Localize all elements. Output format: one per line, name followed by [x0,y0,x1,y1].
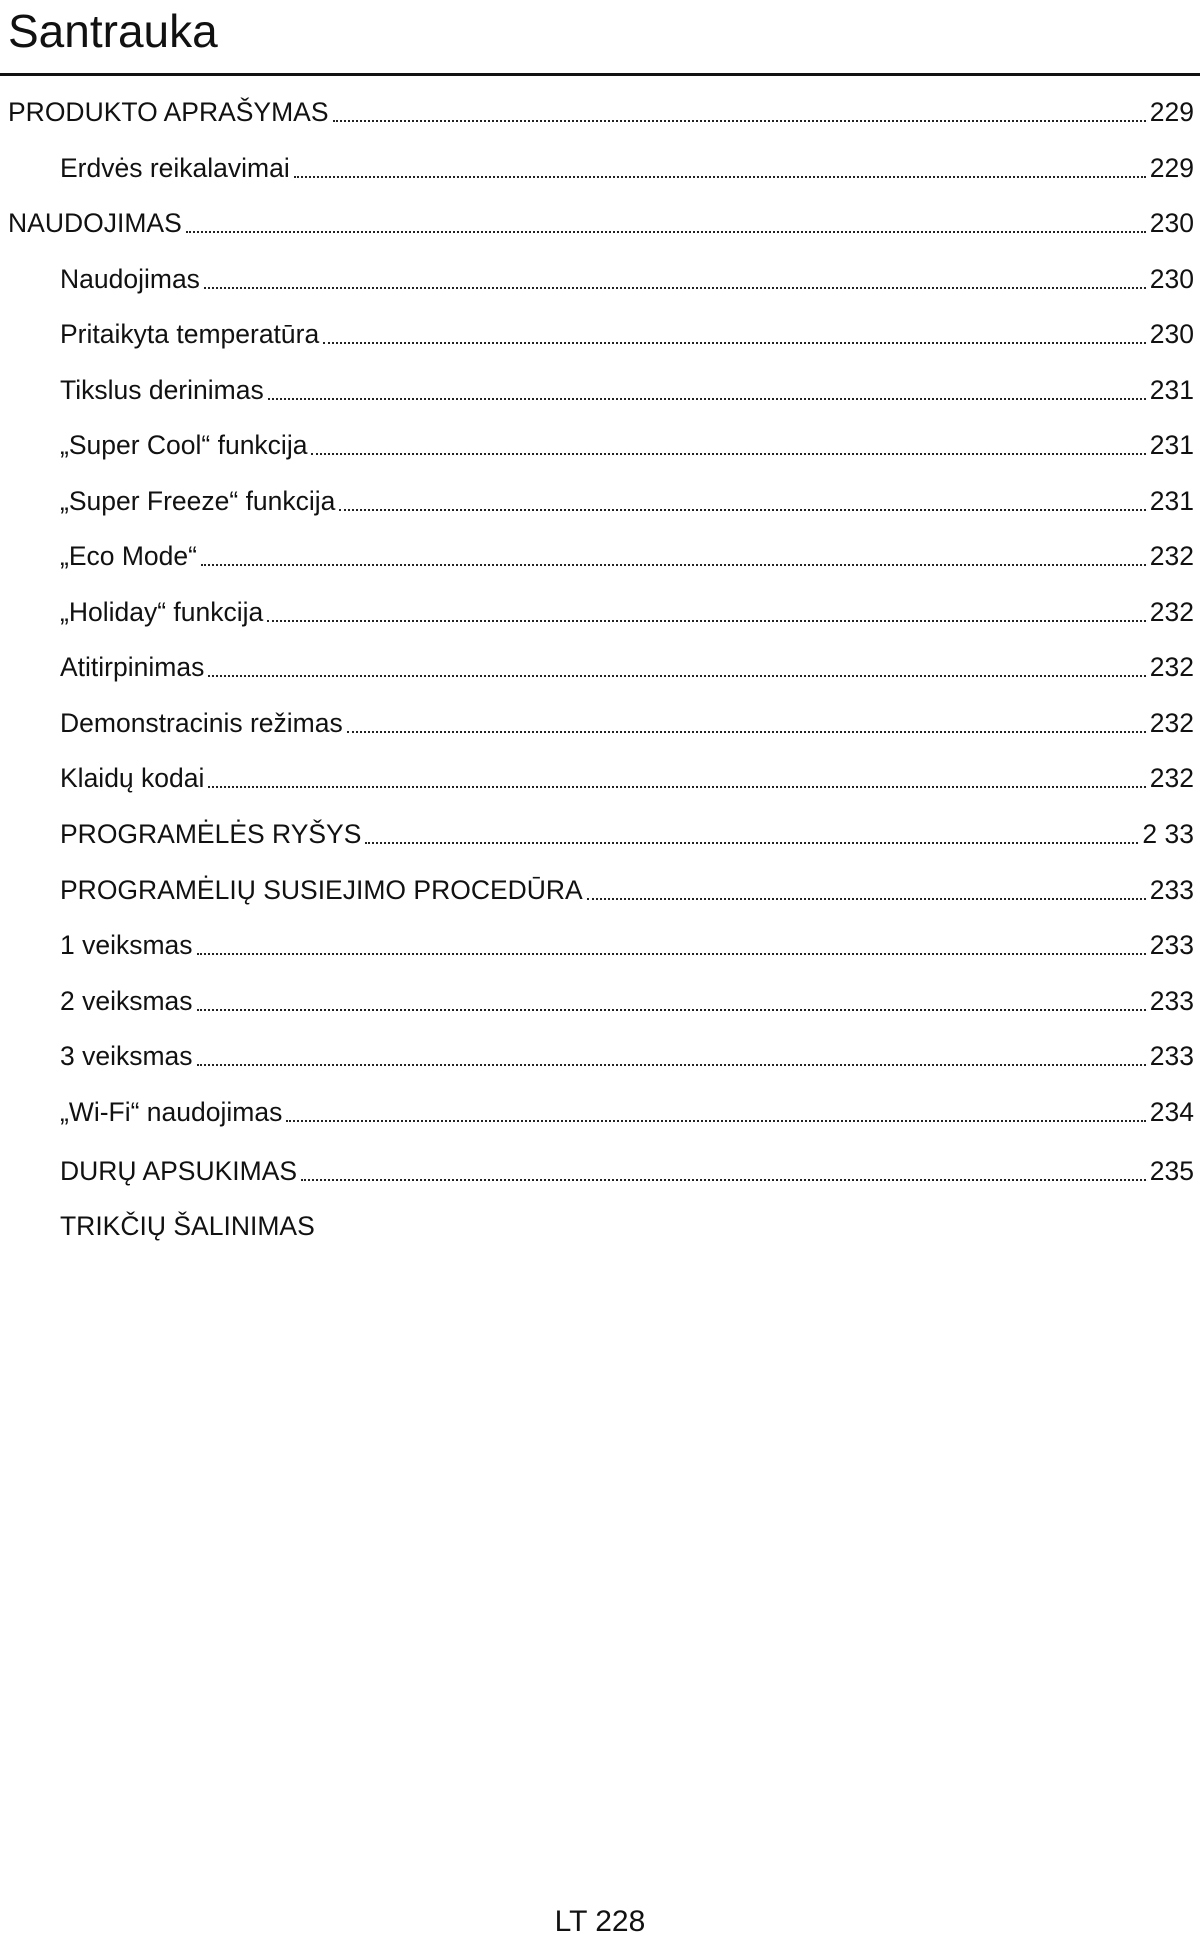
toc-page-number: 235 [1149,1156,1194,1186]
toc-entry-label: PROGRAMĖLIŲ SUSIEJIMO PROCEDŪRA [60,875,583,905]
toc-entry[interactable] [60,816,1194,852]
toc-dot-leader [587,898,1146,900]
toc-page-number: 234 [1149,1097,1194,1127]
toc-entry-label: PRODUKTO APRAŠYMAS [8,97,329,127]
toc-entry-label: Demonstracinis režimas [60,708,343,738]
toc-entry-label: „Wi-Fi“ naudojimas [60,1097,283,1127]
toc-entry[interactable] [8,94,1194,130]
toc-page-number: 233 [1149,875,1194,905]
toc-entry-label: Tikslus derinimas [60,375,264,405]
toc-entry[interactable] [60,927,1194,963]
toc-dot-leader [286,1120,1145,1122]
toc-page-number: 231 [1149,430,1194,460]
toc-entry-label: „Super Freeze“ funkcija [60,486,336,516]
toc-entry-label: Erdvės reikalavimai [60,153,290,183]
toc-entry[interactable] [60,1038,1194,1074]
toc-page-number: 2 33 [1142,819,1194,849]
toc-entry-label: DURŲ APSUKIMAS [60,1156,298,1186]
toc-page-number: 230 [1149,319,1194,349]
toc-dot-leader [365,842,1138,844]
toc-entry[interactable] [60,1094,1194,1130]
toc-entry-label: 1 veiksmas [60,930,193,960]
toc-entry-label: „Super Cool“ funkcija [60,430,308,460]
toc-entry-label: Naudojimas [60,264,200,294]
toc-entry-label: 3 veiksmas [60,1041,193,1071]
toc-dot-leader [201,564,1146,566]
toc-entry[interactable] [60,316,1194,352]
title-divider [0,73,1200,76]
toc-entry-label: „Eco Mode“ [60,541,197,571]
page-footer: LT 228 [554,1905,646,1938]
toc-entry[interactable] [60,1153,1194,1189]
toc-entry-label: NAUDOJIMAS [8,208,182,238]
toc-page-number: 229 [1149,97,1194,127]
toc-entry[interactable] [60,538,1194,574]
toc-entry-label: Atitirpinimas [60,652,205,682]
toc-page-number: 233 [1149,1041,1194,1071]
toc-entry-label: PROGRAMĖLĖS RYŠYS [60,819,362,849]
toc-entry[interactable] [60,150,1194,186]
toc-page-number: 230 [1149,264,1194,294]
toc-entry[interactable] [60,261,1194,297]
toc-entry[interactable] [60,372,1194,408]
toc-page-number: 232 [1149,541,1194,571]
toc-entry[interactable] [60,705,1194,741]
toc-entry[interactable] [8,205,1194,241]
toc-entry[interactable] [60,983,1194,1019]
toc-dot-leader [347,731,1146,733]
toc-entry[interactable] [60,594,1194,630]
toc-entry-label: Pritaikyta temperatūra [60,319,320,349]
toc-page-number: 233 [1149,986,1194,1016]
toc-entry[interactable] [60,427,1194,463]
toc-entry[interactable] [60,649,1194,685]
toc-dot-leader [197,953,1146,955]
toc-dot-leader [208,675,1145,677]
toc-page-number: 229 [1149,153,1194,183]
toc-dot-leader [268,398,1146,400]
toc-dot-leader [323,342,1146,344]
page-title: Santrauka [8,5,218,57]
toc-dot-leader [197,1009,1146,1011]
toc-dot-leader [301,1179,1146,1181]
toc-dot-leader [186,231,1146,233]
toc-entry-label: 2 veiksmas [60,986,193,1016]
toc-page-number: 232 [1149,652,1194,682]
toc-dot-leader [267,620,1146,622]
toc-dot-leader [333,120,1146,122]
toc-page-number: 232 [1149,597,1194,627]
toc-page-number: 230 [1149,208,1194,238]
toc-entry-label: TRIKČIŲ ŠALINIMAS [60,1211,315,1241]
toc-entry-label: „Holiday“ funkcija [60,597,264,627]
toc-page-number: 232 [1149,763,1194,793]
toc-dot-leader [339,509,1145,511]
toc-dot-leader [294,176,1146,178]
toc-dot-leader [197,1064,1146,1066]
toc-entry[interactable] [60,872,1194,908]
toc-entry[interactable] [60,760,1194,796]
toc-entry-label: Klaidų kodai [60,763,205,793]
toc-page-number: 232 [1149,708,1194,738]
toc-dot-leader [208,786,1145,788]
toc-dot-leader [311,453,1145,455]
toc-dot-leader [204,287,1146,289]
toc-page-number: 231 [1149,375,1194,405]
toc-page-number: 233 [1149,930,1194,960]
toc-entry[interactable] [60,1208,1194,1244]
toc-entry[interactable] [60,483,1194,519]
toc-page-number: 231 [1149,486,1194,516]
